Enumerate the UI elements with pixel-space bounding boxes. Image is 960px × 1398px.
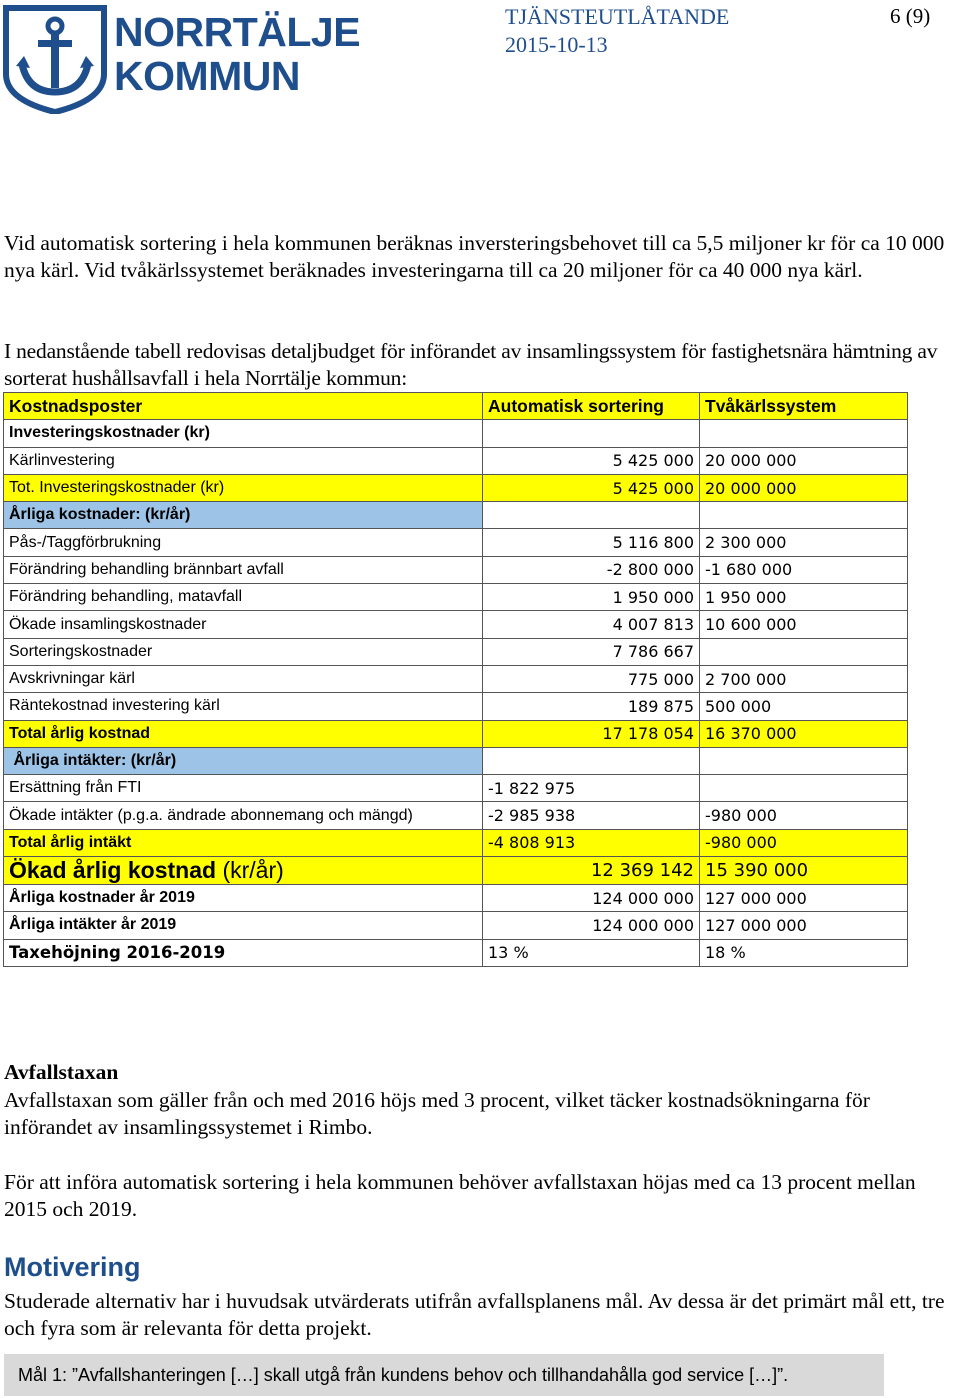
header-cell: Automatisk sortering — [483, 393, 700, 420]
page-number: 6 (9) — [890, 4, 931, 28]
logo-wordmark — [114, 10, 360, 98]
two-bin-value: 16 370 000 — [700, 720, 908, 747]
row-label: Årliga intäkter: (kr/år) — [4, 747, 483, 774]
two-bin-value — [700, 747, 908, 774]
row-label: Ökade intäkter (p.g.a. ändrade abonnemang och mängd) — [4, 802, 483, 829]
two-bin-value: 1 950 000 — [700, 584, 908, 611]
row-label: Årliga kostnader: (kr/år) — [4, 502, 483, 529]
table-row — [4, 420, 908, 447]
avfallstaxan-paragraph-2: För att införa automatisk sortering i hela kommunen behöver avfallstaxan höjas med ca 13 procent mellan 2015 och 2019. — [4, 1170, 916, 1221]
table-row — [4, 584, 908, 611]
row-label: Taxehöjning 2016-2019 — [4, 939, 483, 966]
two-bin-value: -1 680 000 — [700, 556, 908, 583]
table-row — [4, 693, 908, 720]
two-bin-value: 15 390 000 — [700, 857, 908, 885]
auto-value: 4 007 813 — [483, 611, 700, 638]
auto-value: 7 786 667 — [483, 638, 700, 665]
table-row — [4, 529, 908, 556]
table-row — [4, 912, 908, 939]
auto-value: -1 822 975 — [483, 775, 700, 802]
row-label: Kärlinvestering — [4, 447, 483, 474]
row-label-unit: (kr/år) — [216, 857, 284, 884]
table-row — [4, 775, 908, 802]
row-label: Räntekostnad investering kärl — [4, 693, 483, 720]
two-bin-value: 18 % — [700, 939, 908, 966]
kommun-logo — [2, 4, 361, 114]
row-label: Pås-/Taggförbrukning — [4, 529, 483, 556]
auto-value: 5 425 000 — [483, 447, 700, 474]
two-bin-value: 20 000 000 — [700, 474, 908, 501]
two-bin-value — [700, 502, 908, 529]
row-label: Investeringskostnader (kr) — [4, 420, 483, 447]
table-row — [4, 556, 908, 583]
table-row — [4, 447, 908, 474]
table-row — [4, 638, 908, 665]
budget-table — [3, 392, 908, 967]
row-label: Ersättning från FTI — [4, 775, 483, 802]
two-bin-value — [700, 420, 908, 447]
document-date: 2015-10-13 — [505, 32, 608, 57]
table-row — [4, 474, 908, 501]
row-label: Ökade insamlingskostnader — [4, 611, 483, 638]
row-label: Tot. Investeringskostnader (kr) — [4, 474, 483, 501]
row-label — [4, 857, 483, 885]
motivering-heading: Motivering — [4, 1252, 141, 1282]
two-bin-value: -980 000 — [700, 829, 908, 856]
avfallstaxan-heading: Avfallstaxan — [4, 1060, 119, 1084]
document-type: TJÄNSTEUTLÅTANDE — [505, 4, 730, 29]
auto-value: 13 % — [483, 939, 700, 966]
table-row — [4, 857, 908, 885]
auto-value: 1 950 000 — [483, 584, 700, 611]
table-row — [4, 885, 908, 912]
row-label: Avskrivningar kärl — [4, 665, 483, 692]
header-cell: Tvåkärlssystem — [700, 393, 908, 420]
two-bin-value: -980 000 — [700, 802, 908, 829]
two-bin-value: 127 000 000 — [700, 912, 908, 939]
auto-value: 12 369 142 — [483, 857, 700, 885]
auto-value: 775 000 — [483, 665, 700, 692]
table-row — [4, 720, 908, 747]
two-bin-value — [700, 638, 908, 665]
auto-value — [483, 747, 700, 774]
logo-line-1: NORRTÄLJE — [114, 9, 361, 55]
auto-value: -4 808 913 — [483, 829, 700, 856]
row-label: Total årlig kostnad — [4, 720, 483, 747]
table-row — [4, 829, 908, 856]
two-bin-value: 20 000 000 — [700, 447, 908, 474]
row-label: Förändring behandling brännbart avfall — [4, 556, 483, 583]
anchor-crest-icon — [2, 4, 108, 114]
table-row — [4, 802, 908, 829]
table-row — [4, 502, 908, 529]
two-bin-value — [700, 775, 908, 802]
auto-value: 5 425 000 — [483, 474, 700, 501]
row-label: Årliga intäkter år 2019 — [4, 912, 483, 939]
table-row — [4, 939, 908, 966]
avfallstaxan-paragraph-1: Avfallstaxan som gäller från och med 2016 höjs med 3 procent, vilket täcker kostnadsökningarna för införandet av insamlingssystemet i Rimbo. — [4, 1088, 870, 1139]
row-label: Total årlig intäkt — [4, 829, 483, 856]
auto-value: 124 000 000 — [483, 885, 700, 912]
auto-value: -2 985 938 — [483, 802, 700, 829]
row-label: Sorteringskostnader — [4, 638, 483, 665]
table-row — [4, 747, 908, 774]
row-label: Årliga kostnader år 2019 — [4, 885, 483, 912]
header-cell: Kostnadsposter — [4, 393, 483, 420]
table-header-row — [4, 393, 908, 420]
intro-paragraph-2: I nedanstående tabell redovisas detaljbudget för införandet av insamlingssystem för fastighetsnära hämtning av sorterat hushållsavfall i hela Norrtälje kommun: — [4, 339, 938, 390]
table-row — [4, 611, 908, 638]
auto-value: -2 800 000 — [483, 556, 700, 583]
auto-value — [483, 502, 700, 529]
table-row — [4, 665, 908, 692]
row-label-bold: Ökad årlig kostnad — [9, 857, 217, 884]
logo-line-2: KOMMUN — [114, 53, 301, 99]
two-bin-value: 2 300 000 — [700, 529, 908, 556]
row-label: Förändring behandling, matavfall — [4, 584, 483, 611]
two-bin-value: 10 600 000 — [700, 611, 908, 638]
auto-value: 124 000 000 — [483, 912, 700, 939]
two-bin-value: 2 700 000 — [700, 665, 908, 692]
two-bin-value: 500 000 — [700, 693, 908, 720]
intro-paragraph-1: Vid automatisk sortering i hela kommunen beräknas inversteringsbehovet till ca 5,5 miljoner kr för ca 10 000 nya kärl. Vid tvåkärlssystemet beräknades investeringarna till ca 20 miljoner för ca 40 000 nya kärl. — [4, 231, 945, 282]
motivering-paragraph: Studerade alternativ har i huvudsak utvärderats utifrån avfallsplanens mål. Av dessa är det primärt mål ett, tre och fyra som är relevanta för detta projekt. — [4, 1289, 945, 1340]
auto-value: 5 116 800 — [483, 529, 700, 556]
auto-value: 17 178 054 — [483, 720, 700, 747]
auto-value: 189 875 — [483, 693, 700, 720]
goal-1-box: Mål 1: ”Avfallshanteringen […] skall utgå från kundens behov och tillhandahålla god service […]”. — [4, 1354, 884, 1396]
auto-value — [483, 420, 700, 447]
two-bin-value: 127 000 000 — [700, 885, 908, 912]
